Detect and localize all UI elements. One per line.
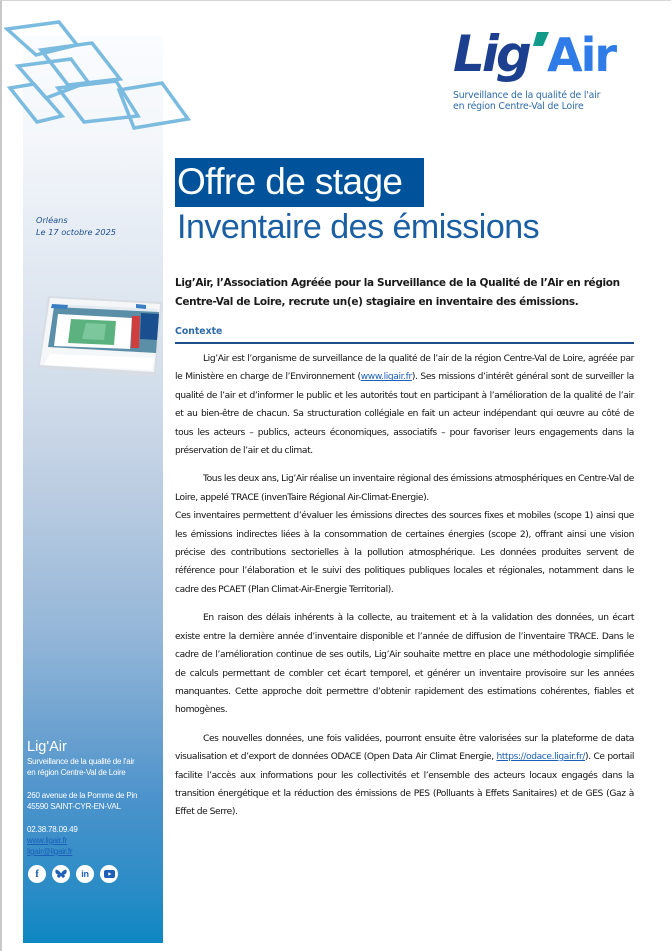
ligair-website-link[interactable]: www.ligair.fr [360,372,412,383]
paragraph-3: Ces inventaires permettent d’évaluer les émissions directes des sources fixes et mobiles (scope 1) ainsi que les émissions indirectes liées à la consommation de certaines énergies (scope 2), offrant ainsi une vision précise des contributions sectorielles à la pollution atmosphérique. Les données produites servent de référence pour l’élaboration et le suivi des politiques publiques locales et régionales, notamment dans le cadre des PCAET (Plan Climat-Air-Energie Territorial). [175,511,634,595]
paragraph-4: En raison des délais inhérents à la collecte, au traitement et à la validation des données, un écart existe entre la dernière année d’inventaire disponible et l’année de diffusion de l’inventaire TRACE. Dans le cadre de l’amélioration continue de ses outils, Lig’Air souhaite mettre en place une méthodologie simplifiée de calculs permettant de combler cet écart temporel, et générer un inventaire provisoire sur les années manquantes. Cette approche doit permettre d’obtenir rapidement des estimations cohérentes, fiables et homogènes. [175,613,634,716]
address-line-1: 260 avenue de la Pomme de Pin [27,791,138,800]
section-divider [175,342,634,344]
linkedin-icon[interactable]: in [76,865,94,883]
contact-block [27,739,167,883]
contact-tagline-1: Surveillance de la qualité de l'air [27,757,135,766]
section-body [175,350,634,832]
youtube-icon[interactable] [100,865,118,883]
bluesky-icon[interactable] [52,865,70,883]
odace-link[interactable]: https://odace.ligair.fr/ [496,752,586,763]
paragraph-2: Tous les deux ans, Lig’Air réalise un inventaire régional des émissions atmosphériques en Centre-Val de Loire, appelé TRACE (invenTaire Régional Air-Climat-Energie). [175,474,634,503]
social-links [28,865,167,883]
address-line-2: 45590 SAINT-CYR-EN-VAL [27,802,121,811]
paragraph-text: ). Ses missions d’intérêt général sont de surveiller la qualité de l’air et d’informer le public et les autorités tout en participant à l’amélioration de la qualité de l’air et au bien-être de chacun. Sa structuration collégiale en fait un acteur indépendant qui œuvre au côté de tous les acteurs – publics, acteurs économiques, associatifs – pour favoriser leurs engagements dans la préservation de l’air et du climat. [175,372,634,457]
paragraph-text: ). Ce portail facilite l’accès aux informations pour les collectivités et l’ensemble des acteurs locaux engagés dans la transition énergétique et la réduction des émissions de PES (Polluants à Effets Sanitaires) et de GES (Gaz à Effet de Serre). [175,752,634,818]
deco-square [10,84,62,122]
phone: 02.38.78.09.49 [27,825,78,834]
contact-tagline-2: en région Centre-Val de Loire [27,768,126,777]
paragraph-5 [175,730,634,822]
website-screenshot-image [36,290,166,380]
logo-tagline [453,90,633,112]
logo-tagline-1: Surveillance de la qualité de l'air [453,90,601,101]
date: Le 17 octobre 2025 [36,227,116,237]
decorative-squares-icon [4,20,194,132]
logo-tagline-2: en région Centre-Val de Loire [453,101,584,112]
ligair-logo [453,25,633,112]
city: Orléans [36,215,68,225]
logo-lig: Lig [453,25,529,83]
paragraph-1 [175,350,634,460]
intro-paragraph: Lig’Air, l’Association Agréée pour la Surveillance de la Qualité de l’Air en région Centre-Val de Loire, recrute un(e) stagiaire en inventaire des émissions. [175,277,620,308]
deco-square [41,43,120,85]
contact-brand: Lig'Air [27,739,67,755]
paragraph-text: Ces nouvelles données, une fois validées, pourront ensuite être valorisées sur la plateforme de data visualisation et d’export de données ODACE (Open Data Air Climat Energie, [175,733,634,763]
website-link[interactable]: www.ligair.fr [27,836,68,845]
page-title: Offre de stage [177,161,403,202]
email-link[interactable]: ligair@ligair.fr [27,847,73,856]
logo-wordmark [453,25,633,83]
paragraph-text: Lig’Air est l’organisme de surveillance de la qualité de l’air de la région Centre-Val de Loire, agréée par le Ministère en charge de l’Environnement ( [175,354,634,383]
logo-air: Air [547,28,616,82]
location-date [36,214,161,238]
facebook-icon[interactable]: f [28,865,46,883]
page-subtitle: Inventaire des émissions [177,208,540,246]
section-title-contexte: Contexte [175,326,223,337]
